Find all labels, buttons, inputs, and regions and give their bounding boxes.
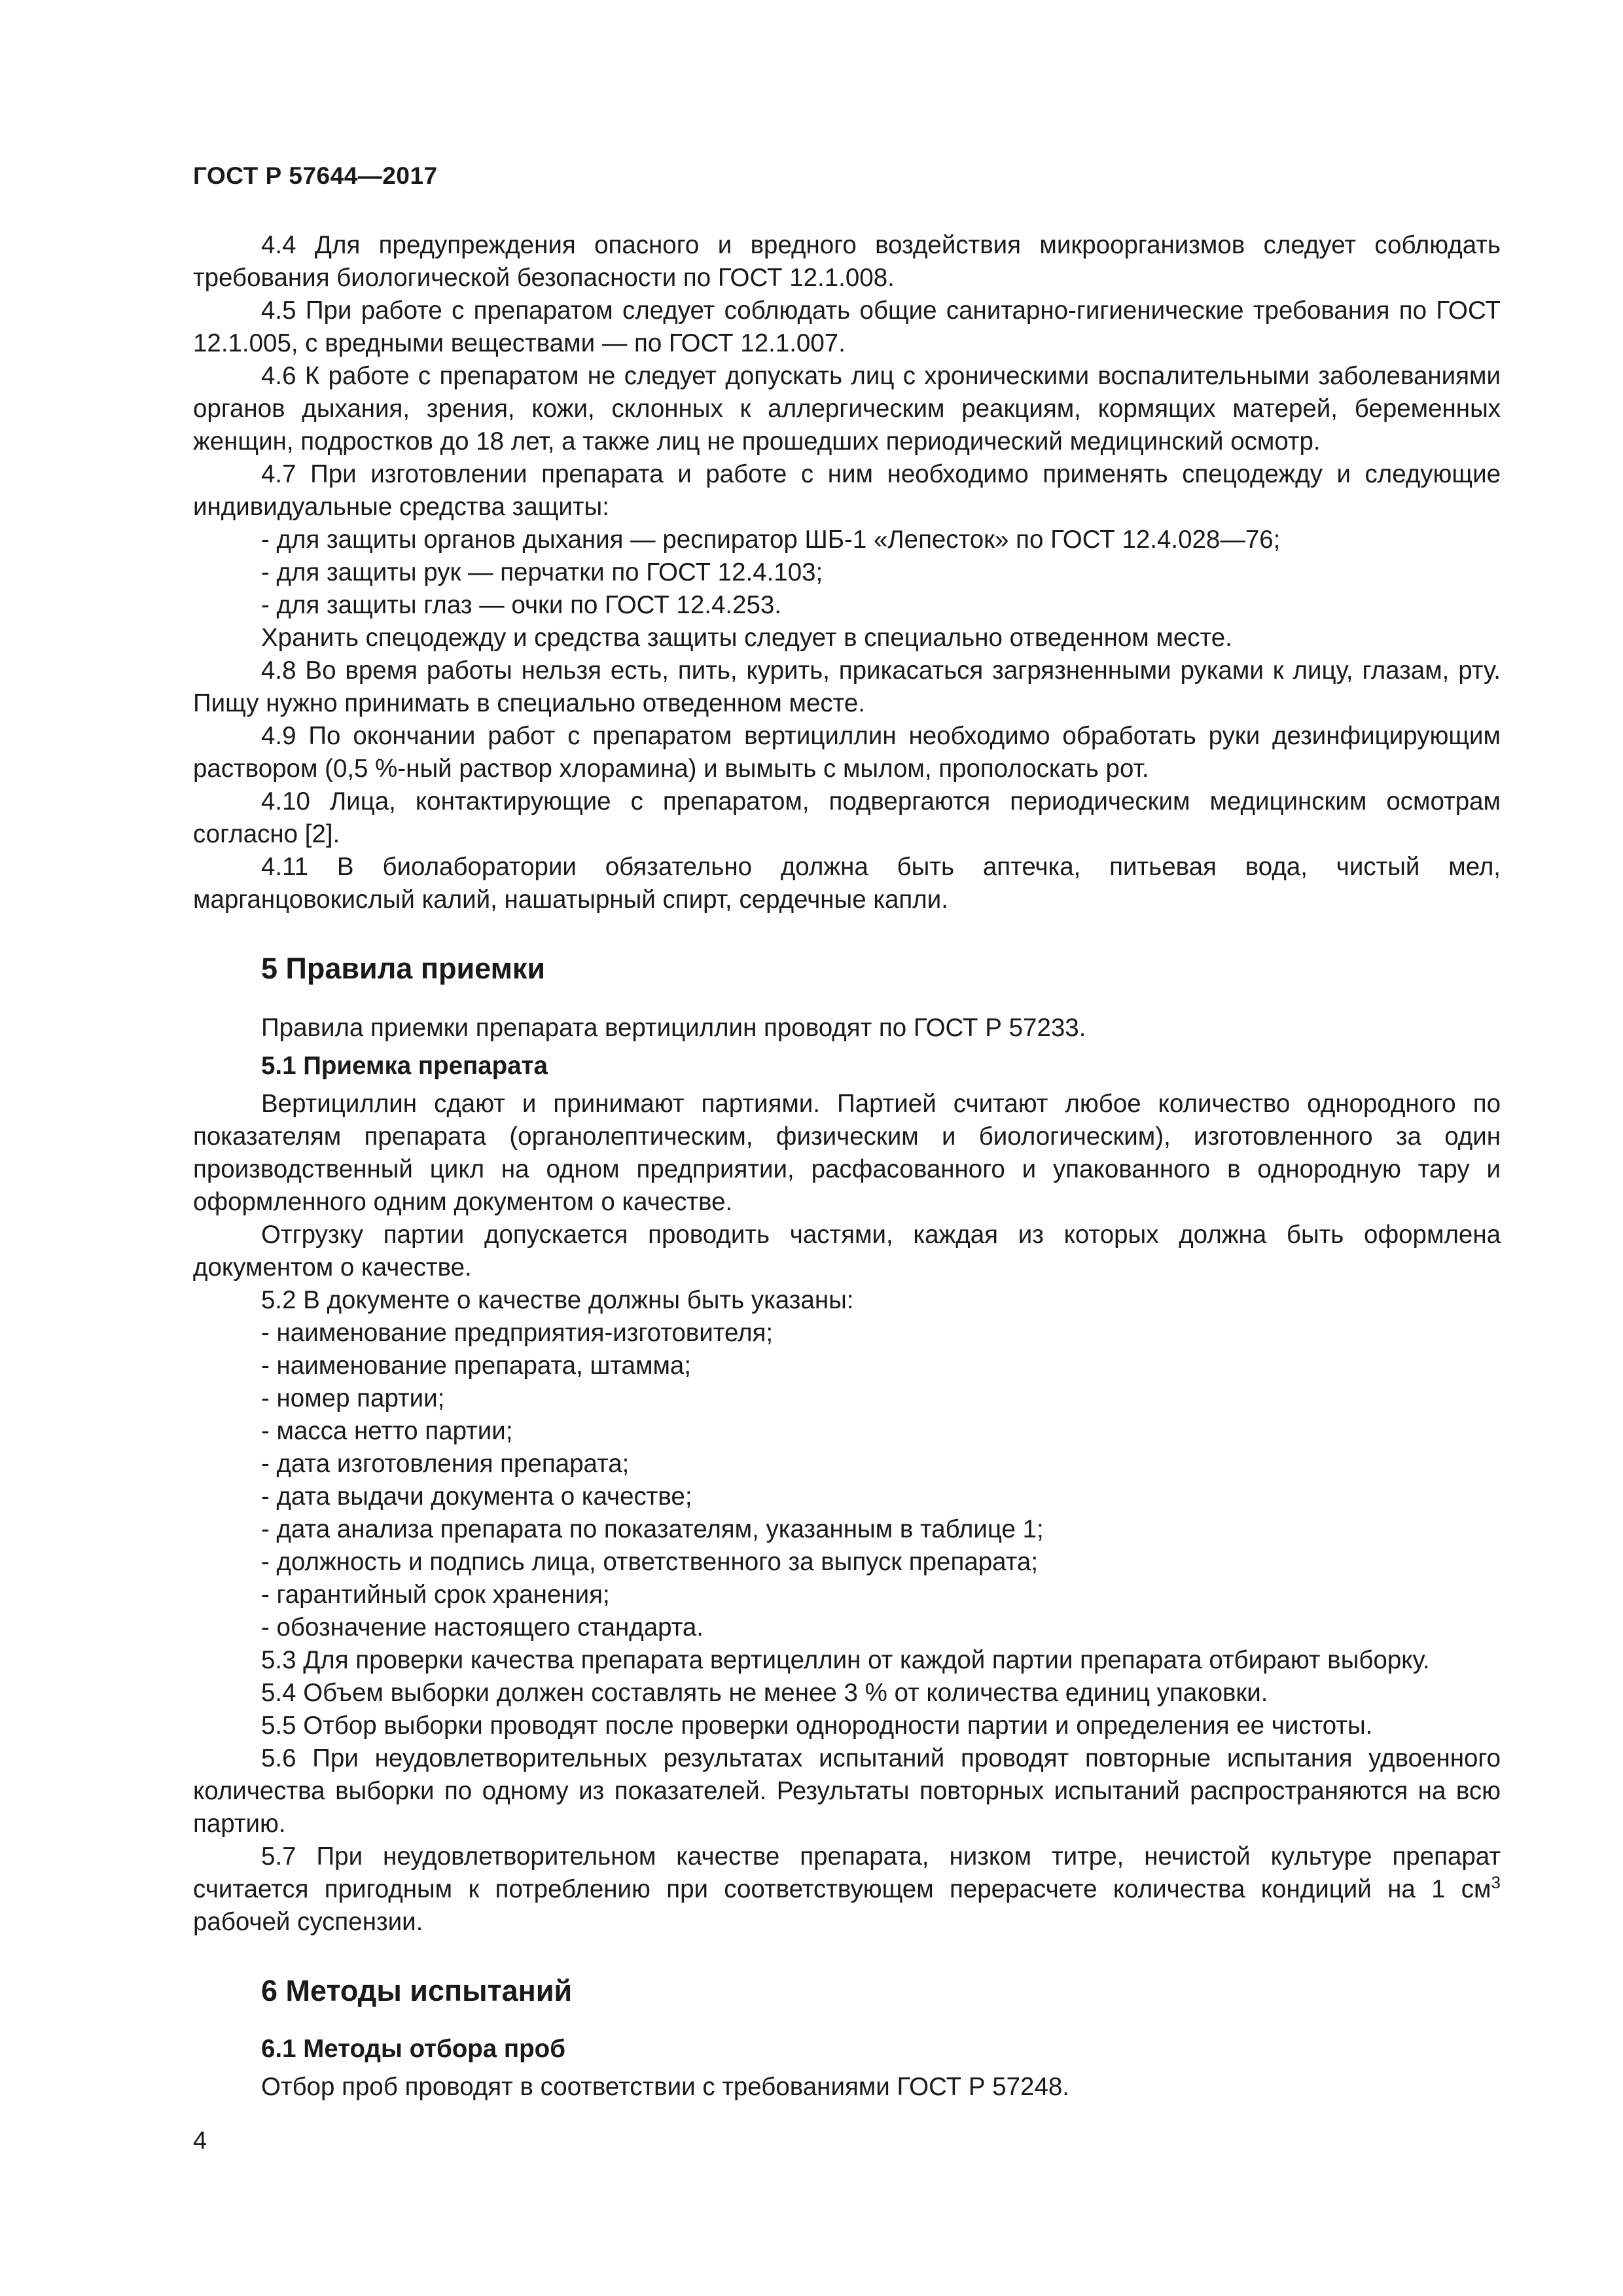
paragraph-5-7-tail: рабочей суспензии. xyxy=(193,1908,423,1936)
paragraph-5-2: 5.2 В документе о качестве должны быть указаны: xyxy=(261,1286,854,1314)
list-item: - должность и подпись лица, ответственного за выпуск препарата; xyxy=(261,1548,1039,1576)
page-number: 4 xyxy=(193,2127,207,2155)
list-item: - для защиты органов дыхания — респиратор ШБ-1 «Лепесток» по ГОСТ 12.4.028—76; xyxy=(261,526,1281,554)
paragraph-5-4: 5.4 Объем выборки должен составлять не менее 3 % от количества единиц упаковки. xyxy=(261,1679,1268,1707)
list-item: - дата изготовления препарата; xyxy=(261,1450,630,1478)
section-5-intro: Правила приемки препарата вертициллин проводят по ГОСТ Р 57233. xyxy=(261,1014,1086,1042)
section-5-heading: 5 Правила приемки xyxy=(261,952,546,985)
paragraph-4-7: 4.7 При изготовлении препарата и работе с ним необходимо применять спецодежду и следующие индивидуальные средства защиты: xyxy=(193,460,1501,521)
section-6-heading: 6 Методы испытаний xyxy=(261,1974,573,2007)
list-item: - дата выдачи документа о качестве; xyxy=(261,1482,692,1511)
paragraph-4-9: 4.9 По окончании работ с препаратом вертициллин необходимо обработать руки дезинфицирующим раствором (0,5 %-ный раствор хлорамина) и вымыть с мылом, прополоскать рот. xyxy=(193,722,1501,783)
subsection-5-1-heading: 5.1 Приемка препарата xyxy=(261,1052,548,1080)
list-item: - дата анализа препарата по показателям, указанным в таблице 1; xyxy=(261,1515,1044,1543)
paragraph-5-1-a: Вертициллин сдают и принимают партиями. Партией считают любое количество однородного по показателям препарата (органолептическим, физическим и биологическим), изготовленного за один производственный цикл на одном предприятии, расфасованного и упакованного в однородную тару и оформленного одним документом о качестве. xyxy=(193,1090,1501,1216)
paragraph-4-7-storage: Хранить спецодежду и средства защиты следует в специально отведенном месте. xyxy=(261,624,1232,652)
paragraph-4-4: 4.4 Для предупреждения опасного и вредного воздействия микроорганизмов следует соблюдать требования биологической безопасности по ГОСТ 12.1.008. xyxy=(193,231,1501,292)
document-body xyxy=(193,229,1501,2104)
paragraph-4-5: 4.5 При работе с препаратом следует соблюдать общие санитарно-гигиенические требования по ГОСТ 12.1.005, с вредными веществами — по ГОСТ 12.1.007. xyxy=(193,296,1501,357)
paragraph-5-6: 5.6 При неудовлетворительных результатах испытаний проводят повторные испытания удвоенного количества выборки по одному из показателей. Результаты повторных испытаний распространяются на всю партию. xyxy=(193,1744,1501,1838)
list-item: - наименование препарата, штамма; xyxy=(261,1352,692,1380)
list-item: - номер партии; xyxy=(261,1384,445,1412)
paragraph-5-5: 5.5 Отбор выборки проводят после проверки однородности партии и определения ее чистоты. xyxy=(261,1712,1373,1740)
paragraph-6-1: Отбор проб проводят в соответствии с требованиями ГОСТ Р 57248. xyxy=(261,2073,1069,2101)
subsection-6-1-heading: 6.1 Методы отбора проб xyxy=(261,2035,565,2063)
document-header: ГОСТ Р 57644—2017 xyxy=(193,162,438,189)
paragraph-4-11: 4.11 В биолаборатории обязательно должна быть аптечка, питьевая вода, чистый мел, марганцовокислый калий, нашатырный спирт, сердечные капли. xyxy=(193,853,1501,914)
paragraph-4-6: 4.6 К работе с препаратом не следует допускать лиц с хроническими воспалительными заболеваниями органов дыхания, зрения, кожи, склонных к аллергическим реакциям, кормящих матерей, беременных женщин, подростков до 18 лет, а также лиц не прошедших периодический медицинский осмотр. xyxy=(193,362,1501,456)
list-item: - масса нетто партии; xyxy=(261,1417,513,1445)
paragraph-5-7-text: 5.7 При неудовлетворительном качестве препарата, низком титре, нечистой культуре препарат считается пригодным к потреблению при соответствующем перерасчете количества кондиций на 1 см xyxy=(193,1842,1501,1903)
list-item: - гарантийный срок хранения; xyxy=(261,1581,610,1609)
paragraph-5-3: 5.3 Для проверки качества препарата вертицеллин от каждой партии препарата отбирают выборку. xyxy=(261,1646,1430,1674)
paragraph-4-8: 4.8 Во время работы нельзя есть, пить, курить, прикасаться загрязненными руками к лицу, глазам, рту. Пищу нужно принимать в специально отведенном месте. xyxy=(193,656,1501,717)
list-item: - обозначение настоящего стандарта. xyxy=(261,1613,704,1641)
paragraph-5-1-b: Отгрузку партии допускается проводить частями, каждая из которых должна быть оформлена документом о качестве. xyxy=(193,1221,1501,1282)
paragraph-4-10: 4.10 Лица, контактирующие с препаратом, подвергаются периодическим медицинским осмотрам согласно [2]. xyxy=(193,787,1501,848)
list-item: - для защиты рук — перчатки по ГОСТ 12.4.103; xyxy=(261,558,823,586)
superscript-3: 3 xyxy=(1491,1873,1501,1892)
list-item: - для защиты глаз — очки по ГОСТ 12.4.253. xyxy=(261,591,781,619)
paragraph-5-7 xyxy=(193,1840,1501,1939)
list-item: - наименование предприятия-изготовителя; xyxy=(261,1319,774,1347)
